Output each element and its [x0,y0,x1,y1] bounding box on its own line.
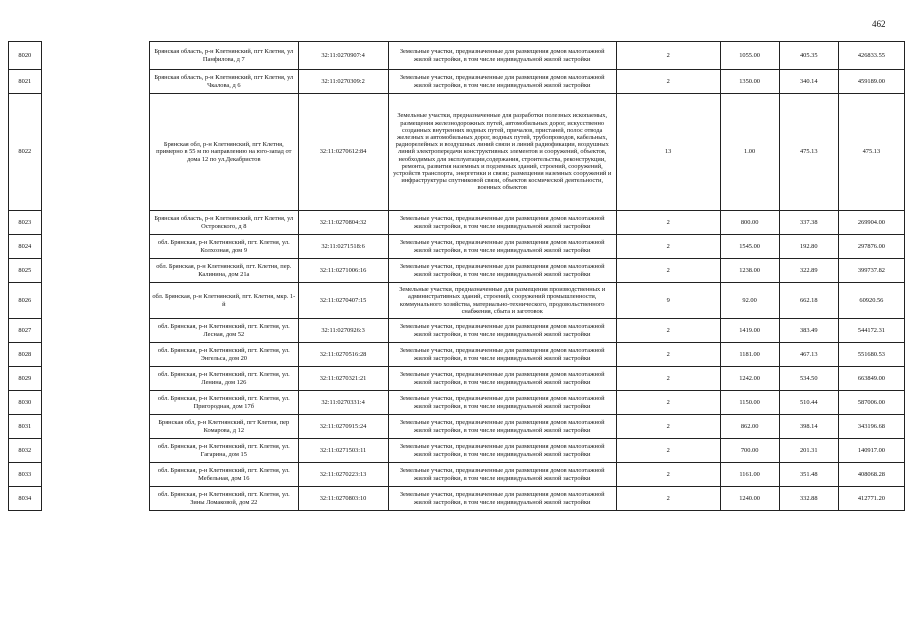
area-value: 1545.00 [720,235,779,259]
address-cell: обл. Брянская, р-н Клетнянский, пгт. Клетня, пер. Калинина, дом 21а [150,259,298,283]
area-value: 1181.00 [720,343,779,367]
cadastral-value: 269904.00 [838,211,904,235]
unit-price: 340.14 [779,70,838,94]
cadastral-number: 32:11:0270309:2 [298,70,388,94]
table-row [9,283,905,319]
row-number: 8030 [9,391,42,415]
cadastral-number: 32:11:0270926:3 [298,319,388,343]
category-code: 2 [616,319,720,343]
gap-cell [41,487,149,511]
table-row [9,70,905,94]
unit-price: 383.49 [779,319,838,343]
land-use-description: Земельные участки, предназначенные для разработки полезных ископаемых, размещения железнодорожных путей, автомобильных дорог, искусственно созданных внутренних водных путей, причалов, пристаней, полос отвода железных и автомобильных дорог, водных путей, трубопроводов, кабельных, радиорелейных и воздушных линий связи и линий радиофикации, воздушных линий электропередачи конструктивных элементов и сооружений, объектов, необходимых для эксплуатации,содержания, строительства, реконструкции, ремонта, развития наземных и подземных зданий, строений, сооружений, устройств транспорта, энергетики и связи; размещения наземных сооружений и инфраструктуры спутниковой связи, объектов космической деятельности, военных объектов [388,94,616,211]
row-number: 8027 [9,319,42,343]
land-use-description: Земельные участки, предназначенные для размещения домов малоэтажной жилой застройки, в том числе индивидуальной жилой застройки [388,343,616,367]
cadastral-number: 32:11:0270915:24 [298,415,388,439]
cadastral-value: 399737.82 [838,259,904,283]
row-number: 8028 [9,343,42,367]
unit-price: 534.50 [779,367,838,391]
cadastral-number: 32:11:0271503:11 [298,439,388,463]
address-cell: обл. Брянская, р-н Клетнянский, пгт. Клетня, ул. Пригородная, дом 17б [150,391,298,415]
land-use-description: Земельные участки, предназначенные для размещения домов малоэтажной жилой застройки, в том числе индивидуальной жилой застройки [388,487,616,511]
gap-cell [41,94,149,211]
gap-cell [41,211,149,235]
cadastral-value: 343196.68 [838,415,904,439]
address-cell: обл. Брянская, р-н Клетнянский, пгт. Клетня, ул. Мебельная, дом 16 [150,463,298,487]
row-number: 8023 [9,211,42,235]
unit-price: 398.14 [779,415,838,439]
registry-body [9,42,905,511]
address-cell: обл. Брянская, р-н Клетнянский, пгт. Клетня, мкр. 1-й [150,283,298,319]
land-use-description: Земельные участки, предназначенные для размещения домов малоэтажной жилой застройки, в том числе индивидуальной жилой застройки [388,259,616,283]
land-use-description: Земельные участки, предназначенные для размещения домов малоэтажной жилой застройки, в том числе индивидуальной жилой застройки [388,235,616,259]
address-cell: Брянская обл, р-н Клетнянский, пгт Клетня, примерно в 55 м по направлению на юго-запад от дома 12 по ул.Декабристов [150,94,298,211]
unit-price: 510.44 [779,391,838,415]
address-cell: обл. Брянская, р-н Клетнянский, пгт. Клетня, ул. Гагарина, дом 15 [150,439,298,463]
cadastral-number: 32:11:0270516:28 [298,343,388,367]
unit-price: 337.38 [779,211,838,235]
table-row [9,487,905,511]
address-cell: обл. Брянская, р-н Клетнянский, пгт. Клетня, ул. Ленина, дом 126 [150,367,298,391]
area-value: 1.00 [720,94,779,211]
category-code: 2 [616,70,720,94]
address-cell: обл. Брянская, р-н Клетнянский, пгт. Клетня, ул. Энгельса, дом 20 [150,343,298,367]
gap-cell [41,415,149,439]
row-number: 8034 [9,487,42,511]
cadastral-value: 426833.55 [838,42,904,70]
cadastral-value: 408068.28 [838,463,904,487]
table-row [9,94,905,211]
unit-price: 332.88 [779,487,838,511]
cadastral-number: 32:11:0270907:4 [298,42,388,70]
cadastral-number: 32:11:0270612:84 [298,94,388,211]
table-row [9,415,905,439]
address-cell: обл. Брянская, р-н Клетнянский, пгт. Клетня, ул. Зины Ломаковой, дом 22 [150,487,298,511]
page-number: 462 [872,19,886,29]
land-use-description: Земельные участки, предназначенные для размещения домов малоэтажной жилой застройки, в том числе индивидуальной жилой застройки [388,415,616,439]
cadastral-number: 32:11:0271006:16 [298,259,388,283]
cadastral-value: 587006.00 [838,391,904,415]
table-row [9,367,905,391]
gap-cell [41,70,149,94]
area-value: 1240.00 [720,487,779,511]
category-code: 2 [616,42,720,70]
cadastral-value: 475.13 [838,94,904,211]
area-value: 1350.00 [720,70,779,94]
gap-cell [41,439,149,463]
cadastral-value: 60920.56 [838,283,904,319]
table-row [9,211,905,235]
area-value: 1238.00 [720,259,779,283]
category-code: 2 [616,487,720,511]
category-code: 2 [616,211,720,235]
area-value: 1150.00 [720,391,779,415]
unit-price: 405.35 [779,42,838,70]
address-cell: обл. Брянская, р-н Клетнянский, пгт. Клетня, ул. Колхозная, дом 9 [150,235,298,259]
row-number: 8024 [9,235,42,259]
cadastral-number: 32:11:0270804:32 [298,211,388,235]
row-number: 8029 [9,367,42,391]
category-code: 2 [616,391,720,415]
unit-price: 201.31 [779,439,838,463]
area-value: 1419.00 [720,319,779,343]
gap-cell [41,235,149,259]
table-row [9,343,905,367]
row-number: 8033 [9,463,42,487]
cadastral-value: 297876.00 [838,235,904,259]
category-code: 2 [616,415,720,439]
category-code: 9 [616,283,720,319]
area-value: 92.00 [720,283,779,319]
gap-cell [41,42,149,70]
row-number: 8031 [9,415,42,439]
land-use-description: Земельные участки, предназначенные для размещения домов малоэтажной жилой застройки, в том числе индивидуальной жилой застройки [388,211,616,235]
land-use-description: Земельные участки, предназначенные для размещения производственных и административных зданий, строений, сооружений промышленности, коммунального хозяйства, материально-технического, продовольственного снабжения, сбыта и заготовок [388,283,616,319]
row-number: 8032 [9,439,42,463]
area-value: 800.00 [720,211,779,235]
cadastral-number: 32:11:0270223:13 [298,463,388,487]
table-row [9,391,905,415]
area-value: 862.00 [720,415,779,439]
land-use-description: Земельные участки, предназначенные для размещения домов малоэтажной жилой застройки, в том числе индивидуальной жилой застройки [388,367,616,391]
cadastral-number: 32:11:0270803:10 [298,487,388,511]
table-row [9,463,905,487]
address-cell: Брянская область, р-н Клетнянский, пгт Клетня, ул Островского, д 8 [150,211,298,235]
table-row [9,319,905,343]
gap-cell [41,463,149,487]
cadastral-number: 32:11:0271518:6 [298,235,388,259]
category-code: 2 [616,235,720,259]
unit-price: 351.48 [779,463,838,487]
address-cell: Брянская область, р-н Клетнянский, пгт Клетня, ул Панфилова, д 7 [150,42,298,70]
land-use-description: Земельные участки, предназначенные для размещения домов малоэтажной жилой застройки, в том числе индивидуальной жилой застройки [388,319,616,343]
land-use-description: Земельные участки, предназначенные для размещения домов малоэтажной жилой застройки, в том числе индивидуальной жилой застройки [388,391,616,415]
area-value: 1161.00 [720,463,779,487]
cadastral-number: 32:11:0270321:21 [298,367,388,391]
unit-price: 475.13 [779,94,838,211]
category-code: 2 [616,439,720,463]
address-cell: обл. Брянская, р-н Клетнянский, пгт. Клетня, ул. Лесная, дом 52 [150,319,298,343]
cadastral-value: 551680.53 [838,343,904,367]
unit-price: 467.13 [779,343,838,367]
cadastral-number: 32:11:0270407:15 [298,283,388,319]
category-code: 13 [616,94,720,211]
category-code: 2 [616,259,720,283]
table-row [9,235,905,259]
address-cell: Брянская область, р-н Клетнянский, пгт Клетня, ул Чкалова, д 6 [150,70,298,94]
cadastral-value: 412771.20 [838,487,904,511]
area-value: 1055.00 [720,42,779,70]
land-use-description: Земельные участки, предназначенные для размещения домов малоэтажной жилой застройки, в том числе индивидуальной жилой застройки [388,70,616,94]
row-number: 8022 [9,94,42,211]
gap-cell [41,259,149,283]
category-code: 2 [616,367,720,391]
gap-cell [41,283,149,319]
land-use-description: Земельные участки, предназначенные для размещения домов малоэтажной жилой застройки, в том числе индивидуальной жилой застройки [388,42,616,70]
unit-price: 662.18 [779,283,838,319]
table-row [9,259,905,283]
row-number: 8020 [9,42,42,70]
cadastral-value: 544172.31 [838,319,904,343]
table-row [9,439,905,463]
cadastral-value: 459189.00 [838,70,904,94]
category-code: 2 [616,463,720,487]
gap-cell [41,391,149,415]
row-number: 8021 [9,70,42,94]
unit-price: 322.89 [779,259,838,283]
gap-cell [41,319,149,343]
land-registry-table [8,41,905,511]
area-value: 1242.00 [720,367,779,391]
unit-price: 192.80 [779,235,838,259]
row-number: 8025 [9,259,42,283]
cadastral-number: 32:11:0270331:4 [298,391,388,415]
area-value: 700.00 [720,439,779,463]
category-code: 2 [616,343,720,367]
land-use-description: Земельные участки, предназначенные для размещения домов малоэтажной жилой застройки, в том числе индивидуальной жилой застройки [388,463,616,487]
gap-cell [41,343,149,367]
table-row [9,42,905,70]
cadastral-value: 140917.00 [838,439,904,463]
land-use-description: Земельные участки, предназначенные для размещения домов малоэтажной жилой застройки, в том числе индивидуальной жилой застройки [388,439,616,463]
cadastral-value: 663849.00 [838,367,904,391]
gap-cell [41,367,149,391]
row-number: 8026 [9,283,42,319]
address-cell: Брянская обл, р-н Клетнянский, пгт Клетня, пер Комарова, д 12 [150,415,298,439]
